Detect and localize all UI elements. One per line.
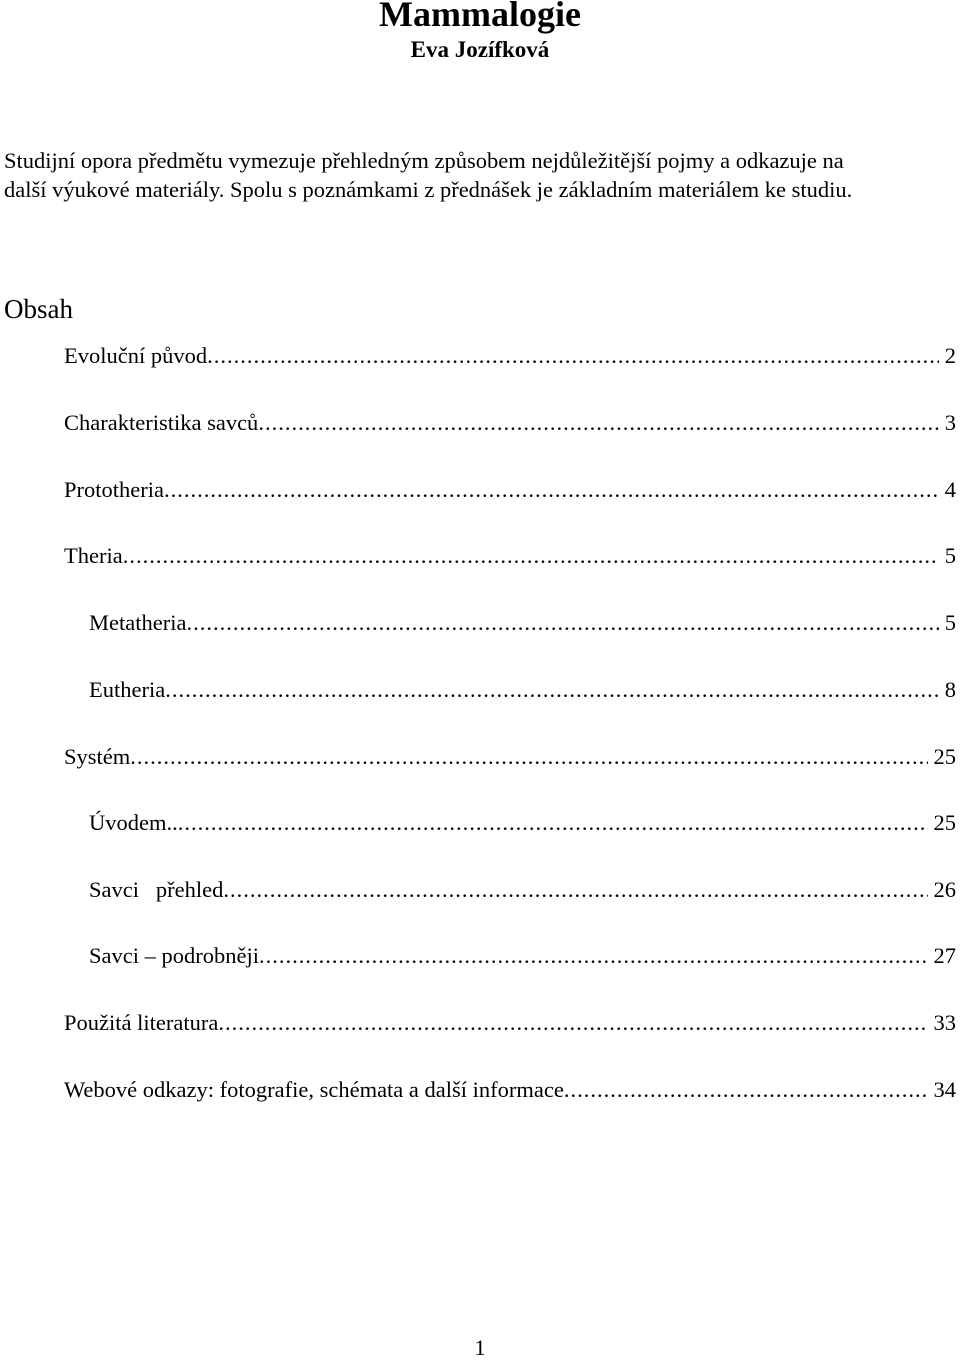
- toc-entry-label: Charakteristika savců: [64, 410, 259, 435]
- document-author: Eva Jozífková: [410, 37, 550, 62]
- toc-dot-leader: [178, 808, 928, 838]
- intro-paragraph: [4, 146, 949, 204]
- toc-dot-leader: [123, 541, 939, 571]
- toc-dot-leader: [164, 475, 939, 505]
- toc-entry-label: Evoluční původ: [64, 343, 208, 368]
- toc-entry-label: Eutheria: [89, 677, 166, 702]
- toc-entry-savci-podrobneji[interactable]: [89, 941, 956, 971]
- toc-entry-prototheria[interactable]: [64, 475, 956, 505]
- toc-entry-label: Savci přehled: [89, 877, 224, 902]
- toc-entry-page: 4: [944, 477, 956, 502]
- toc-entry-label: Úvodem..: [89, 810, 178, 835]
- toc-entry-page: 25: [933, 810, 956, 835]
- toc-entry-label: Metatheria: [89, 610, 187, 635]
- toc-entry-page: 27: [933, 943, 956, 968]
- toc-entry-label: Webové odkazy: fotografie, schémata a další informace: [64, 1077, 564, 1102]
- toc-entry-label: Savci – podrobněji: [89, 943, 259, 968]
- toc-entry-page: 34: [933, 1077, 956, 1102]
- toc-dot-leader: [130, 742, 927, 772]
- document-title: Mammalogie: [379, 0, 581, 34]
- toc-dot-leader: [223, 875, 927, 905]
- intro-line-2: další výukové materiály. Spolu s poznámkami z přednášek je základním materiálem ke studiu.: [4, 177, 853, 202]
- toc-entry-metatheria[interactable]: [89, 608, 956, 638]
- toc-entry-savci-prehled[interactable]: [89, 875, 956, 905]
- toc-entry-label: Systém: [64, 744, 131, 769]
- toc-entry-webove-odkazy[interactable]: [64, 1075, 956, 1105]
- toc-entry-eutheria[interactable]: [89, 675, 956, 705]
- toc-dot-leader: [165, 675, 939, 705]
- toc-dot-leader: [207, 341, 939, 371]
- toc-entry-page: 26: [933, 877, 956, 902]
- toc-entry-system[interactable]: [64, 742, 956, 772]
- toc-entry-page: 25: [933, 744, 956, 769]
- toc-entry-page: 2: [944, 343, 956, 368]
- toc-dot-leader: [259, 941, 928, 971]
- toc-dot-leader: [186, 608, 938, 638]
- toc-entry-pouzita-literatura[interactable]: [64, 1008, 956, 1038]
- toc-entry-uvodem[interactable]: [89, 808, 956, 838]
- toc-entry-evolucni-puvod[interactable]: [64, 341, 956, 371]
- toc-dot-leader: [564, 1075, 928, 1105]
- toc-entry-label: Použitá literatura: [64, 1010, 219, 1035]
- toc-entry-page: 3: [944, 410, 956, 435]
- toc-entry-page: 33: [933, 1010, 956, 1035]
- toc-entry-label: Prototheria: [64, 477, 164, 502]
- toc-entry-label: Theria: [64, 543, 123, 568]
- toc-entry-theria[interactable]: [64, 541, 956, 571]
- toc-dot-leader: [258, 408, 938, 438]
- toc-entry-page: 8: [944, 677, 956, 702]
- intro-line-1: Studijní opora předmětu vymezuje přehledným způsobem nejdůležitější pojmy a odkazuje na: [4, 148, 844, 173]
- page-number: 1: [474, 1335, 486, 1360]
- toc-entry-charakteristika-savcu[interactable]: [64, 408, 956, 438]
- toc-dot-leader: [218, 1008, 927, 1038]
- toc-entry-page: 5: [944, 610, 956, 635]
- toc-entry-page: 5: [944, 543, 956, 568]
- toc-heading: Obsah: [4, 294, 73, 324]
